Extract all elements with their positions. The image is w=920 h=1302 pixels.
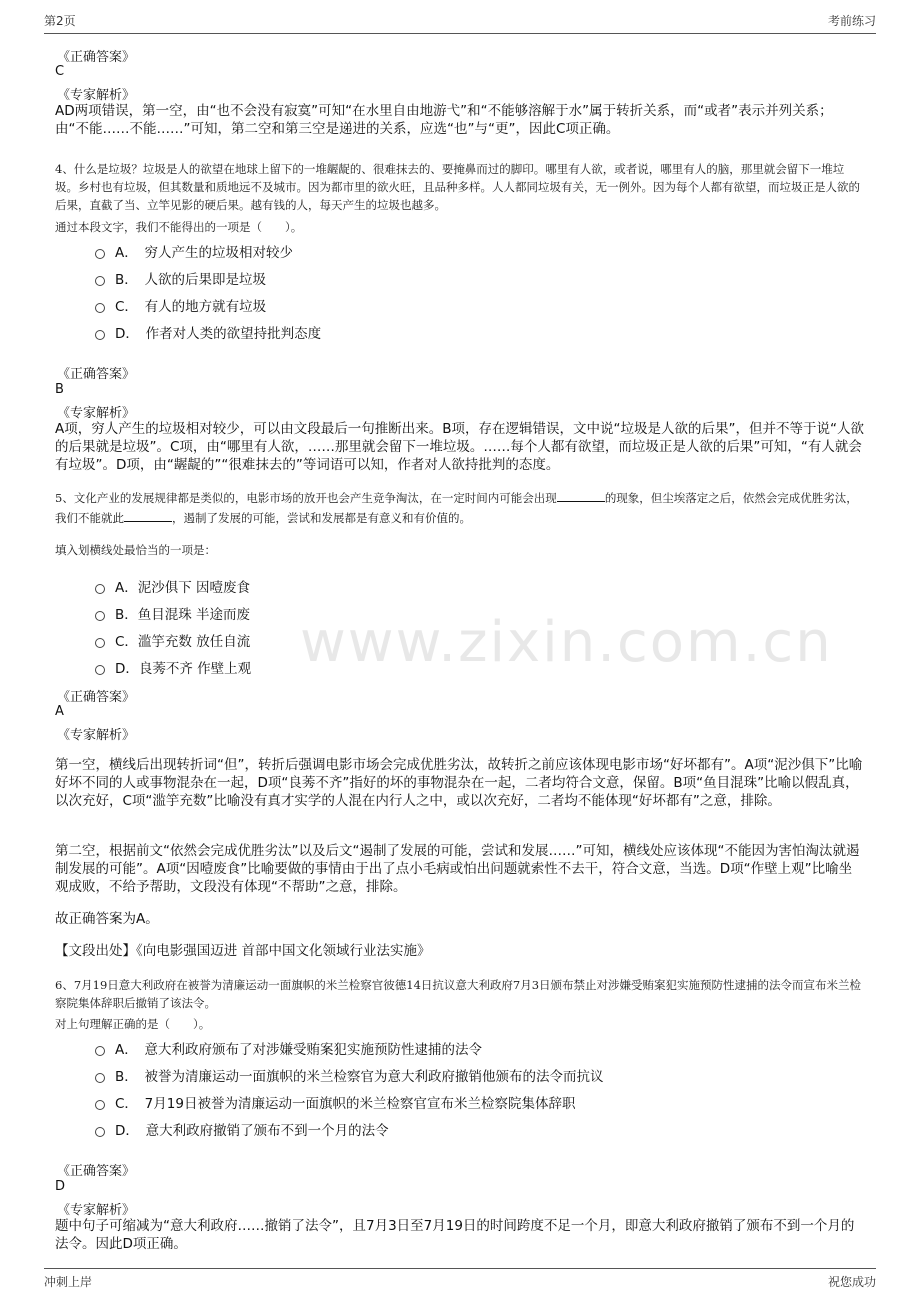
q6-option-d[interactable]: D． 意大利政府撤销了颁布不到一个月的法令 bbox=[95, 1119, 389, 1139]
q6-answer-label: 《正确答案》 bbox=[57, 1164, 136, 1179]
page-footer bbox=[44, 1268, 876, 1290]
q5-analysis-label: 《专家解析》 bbox=[57, 728, 136, 743]
q4-option-a[interactable]: A． 穷人产生的垃圾相对较少 bbox=[95, 241, 293, 261]
watermark: www.zixin.com.cn bbox=[300, 610, 833, 675]
q5-answer: A bbox=[55, 704, 64, 719]
footer-right: 祝您成功 bbox=[827, 1275, 876, 1289]
radio-icon[interactable] bbox=[95, 330, 105, 340]
q4-answer-label: 《正确答案》 bbox=[57, 367, 136, 382]
q5-source: 【文段出处】《向电影强国迈进 首部中国文化领域行业法实施》 bbox=[55, 943, 431, 959]
radio-icon[interactable] bbox=[95, 584, 105, 594]
q5-answer-label: 《正确答案》 bbox=[57, 690, 136, 705]
q6-option-a[interactable]: A． 意大利政府颁布了对涉嫌受贿案犯实施预防性逮捕的法令 bbox=[95, 1038, 482, 1058]
q4-option-b[interactable]: B． 人欲的后果即是垃圾 bbox=[95, 268, 266, 288]
blank-line bbox=[124, 510, 172, 522]
q4-option-c[interactable]: C． 有人的地方就有垃圾 bbox=[95, 295, 266, 315]
radio-icon[interactable] bbox=[95, 1046, 105, 1056]
radio-icon[interactable] bbox=[95, 303, 105, 313]
q4-analysis: A项，穷人产生的垃圾相对较少，可以由文段最后一句推断出来。B项，存在逻辑错误，文中说“垃圾是人欲的后果”，但并不等于说“人欲的后果就是垃圾”。C项，由“哪里有人欲，……那里就会留下一堆垃圾。……每个人都有欲望，而垃圾正是人欲的后果”可知，“有人就会有垃圾”。D项，由“龌龊的”“很难抹去的”等词语可以知，作者对人欲持批判的态度。 bbox=[55, 421, 864, 473]
q4-answer: B bbox=[55, 382, 64, 397]
q5-analysis-para3: 故正确答案为A。 bbox=[55, 911, 159, 927]
q6-prompt: 对上句理解正确的是（ ）。 bbox=[55, 1017, 211, 1031]
q6-analysis: 题中句子可缩减为“意大利政府……撤销了法令”，且7月3日至7月19日的时间跨度不足一个月，即意大利政府撤销了颁布不到一个月的法令。因此D项正确。 bbox=[55, 1218, 855, 1252]
q5-stem: 5、文化产业的发展规律都是类似的，电影市场的放开也会产生竞争淘汰，在一定时间内可能会出现 的现象，但尘埃落定之后，依然会完成优胜劣汰，我们不能就此 ，遏制了发展的可能，尝试和发展都是有意义和有价值的。 bbox=[55, 491, 858, 525]
q3-answer: C bbox=[55, 64, 65, 79]
radio-icon[interactable] bbox=[95, 249, 105, 259]
q6-stem: 6、7月19日意大利政府在被誉为清廉运动一面旗帜的米兰检察官彼德14日抗议意大利政府7月3日颁布禁止对涉嫌受贿案犯实施预防性逮捕的法令而宣布米兰检察院集体辞职后撤销了该法令。 bbox=[55, 978, 862, 1010]
radio-icon[interactable] bbox=[95, 611, 105, 621]
q3-analysis: AD两项错误，第一空，由“也不会没有寂寞”可知“在水里自由地游弋”和“不能够溶解于水”属于转折关系，而“或者”表示并列关系；由“不能……不能……”可知，第二空和第三空是递进的关系，应选“也”与“更”，因此C项正确。 bbox=[55, 103, 833, 137]
q4-option-d[interactable]: D． 作者对人类的欲望持批判态度 bbox=[95, 322, 321, 342]
q5-option-c[interactable]: C．滥竽充数 放任自流 bbox=[95, 630, 250, 650]
q5-option-b[interactable]: B．鱼目混珠 半途而废 bbox=[95, 603, 250, 623]
q6-option-b[interactable]: B． 被誉为清廉运动一面旗帜的米兰检察官为意大利政府撤销他颁布的法令而抗议 bbox=[95, 1065, 604, 1085]
q5-analysis-para2: 第二空，根据前文“依然会完成优胜劣汰”以及后文“遏制了发展的可能，尝试和发展……”可知，横线处应该体现“不能因为害怕淘汰就遏制发展的可能”。A项“因噎废食”比喻要做的事情由于出了点小毛病或怕出问题就索性不去干，符合文意，当选。D项“作壁上观”比喻坐观成败，不给予帮助，文段没有体现“不帮助”之意，排除。 bbox=[55, 843, 860, 895]
blank-line bbox=[557, 490, 605, 502]
page-header bbox=[44, 12, 876, 34]
q6-answer: D bbox=[55, 1179, 66, 1194]
radio-icon[interactable] bbox=[95, 1073, 105, 1083]
q6-analysis-label: 《专家解析》 bbox=[57, 1203, 136, 1218]
q4-analysis-label: 《专家解析》 bbox=[57, 406, 136, 421]
q3-analysis-label: 《专家解析》 bbox=[57, 88, 136, 103]
q4-stem: 4、什么是垃圾？垃圾是人的欲望在地球上留下的一堆龌龊的、很难抹去的、要掩鼻而过的脚印。哪里有人欲，或者说，哪里有人的脑，那里就会留下一堆垃圾。乡村也有垃圾，但其数量和质地远不及城市。因为都市里的欲火旺，且品种多样。人人都同垃圾有关，无一例外。因为每个人都有欲望，而垃圾正是人欲的后果，直截了当、立竿见影的硬后果。越有钱的人，每天产生的垃圾也越多。 bbox=[55, 162, 860, 212]
q5-prompt: 填入划横线处最恰当的一项是： bbox=[55, 543, 216, 557]
radio-icon[interactable] bbox=[95, 1127, 105, 1137]
q5-option-a[interactable]: A．泥沙俱下 因噎废食 bbox=[95, 576, 250, 596]
q4-prompt: 通过本段文字，我们不能得出的一项是（ ）。 bbox=[55, 220, 303, 234]
q5-analysis-para1: 第一空，横线后出现转折词“但”，转折后强调电影市场会完成优胜劣汰，故转折之前应该体现电影市场“好坏都有”。A项“泥沙俱下”比喻好坏不同的人或事物混杂在一起，D项“良莠不齐”指好的坏的事物混杂在一起，二者均符合文意，保留。B项“鱼目混珠”比喻以假乱真，以次充好，C项“滥竽充数”比喻没有真才实学的人混在内行人之中，或以次充好，二者均不能体现“好坏都有”之意，排除。 bbox=[55, 757, 863, 809]
footer-left: 冲刺上岸 bbox=[44, 1275, 93, 1289]
page-number: 第2页 bbox=[44, 14, 76, 28]
q5-option-d[interactable]: D．良莠不齐 作壁上观 bbox=[95, 657, 251, 677]
header-title: 考前练习 bbox=[827, 14, 876, 28]
radio-icon[interactable] bbox=[95, 1100, 105, 1110]
q3-answer-label: 《正确答案》 bbox=[57, 50, 136, 65]
radio-icon[interactable] bbox=[95, 638, 105, 648]
radio-icon[interactable] bbox=[95, 276, 105, 286]
radio-icon[interactable] bbox=[95, 665, 105, 675]
q6-option-c[interactable]: C． 7月19日被誉为清廉运动一面旗帜的米兰检察官宣布米兰检察院集体辞职 bbox=[95, 1092, 575, 1112]
